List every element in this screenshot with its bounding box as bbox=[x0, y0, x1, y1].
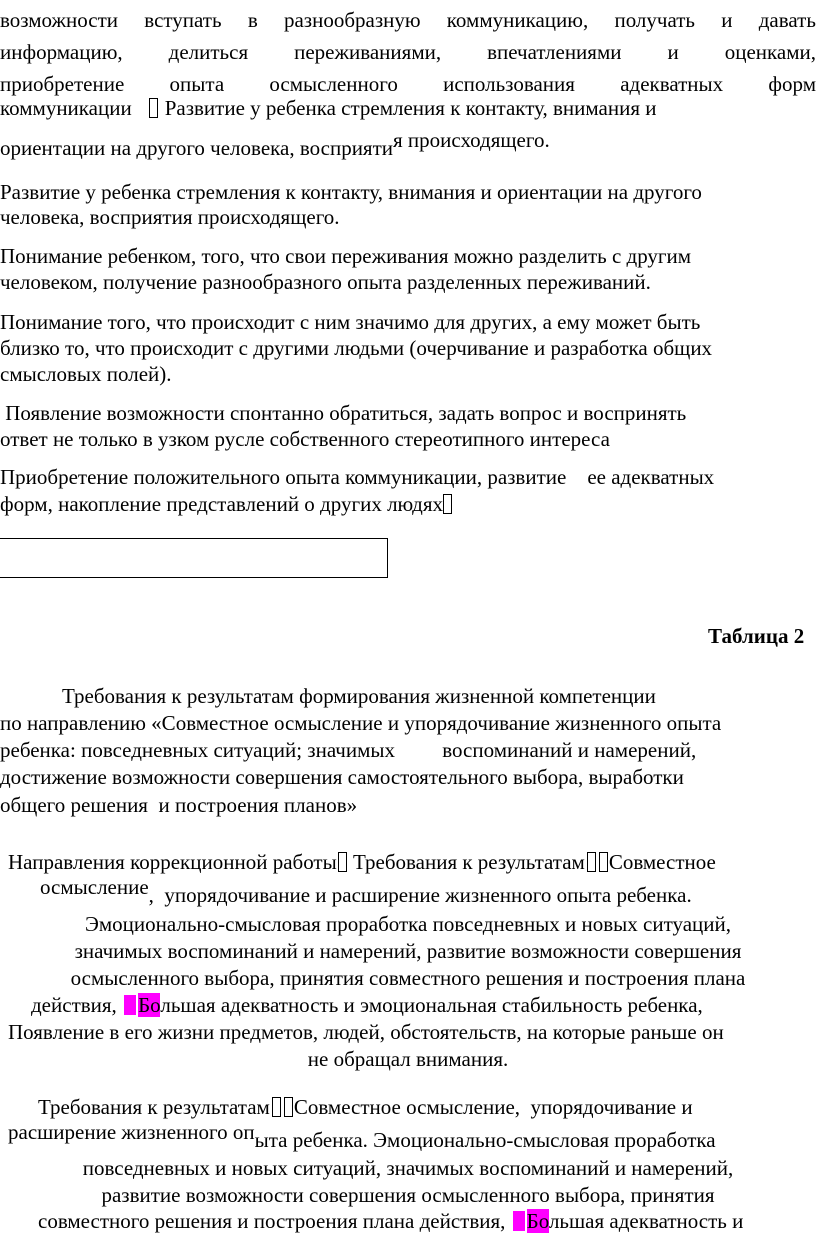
block1-line-2 bbox=[40, 875, 692, 907]
block1-line-5: осмысленного выбора, принятия совместного решения и построения плана bbox=[70, 966, 746, 990]
word: в bbox=[247, 8, 258, 32]
word: оценками, bbox=[724, 40, 816, 64]
word: делиться bbox=[168, 40, 249, 64]
text: ыта ребенка. Эмоционально-смысловая проработка bbox=[254, 1128, 716, 1152]
intro-line-5 bbox=[0, 128, 550, 160]
intro-line-4 bbox=[0, 98, 657, 119]
block1-line-8: не обращал внимания. bbox=[307, 1047, 509, 1071]
highlighted-glyph-icon bbox=[513, 1211, 525, 1231]
missing-glyph-icon bbox=[338, 852, 347, 872]
paragraph-3-line-2: близко то, что происходит с другими людьми (очерчивание и разработка общих bbox=[0, 336, 713, 360]
word: приобретение bbox=[0, 72, 125, 96]
word: адекватных bbox=[620, 72, 724, 96]
word: давать bbox=[758, 8, 816, 32]
text: Требования к результатам bbox=[347, 850, 585, 874]
block2-line-4: развитие возможности совершения осмысленного выбора, принятия bbox=[101, 1183, 715, 1207]
text: , упорядочивание и расширение жизненного опыта ребенка. bbox=[148, 883, 692, 907]
paragraph-4-line-2: ответ не только в узком русле собственного стереотипного интереса bbox=[0, 427, 610, 451]
table-label: Таблица 2 bbox=[708, 624, 805, 648]
word: и bbox=[721, 8, 733, 32]
missing-glyph-icon bbox=[443, 494, 452, 514]
word: осмысленного bbox=[269, 72, 398, 96]
text: ориентации на другого человека, восприяти bbox=[0, 136, 394, 160]
block1-line-3: Эмоционально-смысловая проработка повседневных и новых ситуаций, bbox=[84, 912, 732, 936]
word: разнообразную bbox=[283, 8, 421, 32]
block2-line-1 bbox=[38, 1097, 693, 1118]
paragraph-1-line-1: Развитие у ребенка стремления к контакту, внимания и ориентации на другого bbox=[0, 180, 702, 204]
missing-glyph-icon bbox=[587, 852, 596, 872]
text: льшая адекватность и эмоциональная стабильность ребенка, bbox=[160, 993, 703, 1017]
block2-line-3: повседневных и новых ситуаций, значимых воспоминаний и намерений, bbox=[82, 1156, 734, 1180]
text: осмысление bbox=[40, 875, 149, 899]
missing-glyph-icon bbox=[272, 1097, 281, 1117]
word: впечатлениями bbox=[487, 40, 622, 64]
empty-box bbox=[0, 538, 388, 578]
paragraph-2-line-2: человеком, получение разнообразного опыта разделенных переживаний. bbox=[0, 270, 651, 294]
text: Совместное bbox=[608, 850, 716, 874]
missing-glyph-icon bbox=[599, 852, 608, 872]
word: вступать bbox=[144, 8, 222, 32]
text: Совместное осмысление, упорядочивание и bbox=[293, 1095, 693, 1119]
word: возможности bbox=[0, 8, 119, 32]
word: форм bbox=[768, 72, 816, 96]
text: действия, bbox=[31, 993, 123, 1017]
paragraph-5-line-1: Приобретение положительного опыта коммуникации, развитие ее адекватных bbox=[0, 465, 715, 489]
missing-glyph-icon bbox=[284, 1097, 293, 1117]
paragraph-3-line-1: Понимание того, что происходит с ним значимо для других, а ему может быть bbox=[0, 310, 701, 334]
text: Развитие у ребенка стремления к контакту, внимания и bbox=[164, 96, 657, 120]
word: получать bbox=[614, 8, 695, 32]
missing-glyph-icon bbox=[149, 98, 158, 118]
paragraph-2-line-1: Понимание ребенком, того, что свои переживания можно разделить с другим bbox=[0, 244, 692, 268]
word: информацию, bbox=[0, 40, 123, 64]
text: Направления коррекционной работы bbox=[8, 850, 337, 874]
word: переживаниями, bbox=[294, 40, 442, 64]
text: Требования к результатам bbox=[38, 1095, 270, 1119]
text: я происходящего. bbox=[393, 128, 550, 152]
block1-line-6 bbox=[31, 995, 703, 1016]
heading-line-5: общего решения и построения планов» bbox=[0, 793, 358, 817]
block2-line-2 bbox=[8, 1120, 716, 1152]
paragraph-4-line-1: Появление возможности спонтанно обратиться, задать вопрос и воспринять bbox=[0, 401, 687, 425]
text: совместного решения и построения плана действия, bbox=[38, 1209, 511, 1233]
block2-line-5 bbox=[38, 1211, 743, 1232]
heading-line-1: Требования к результатам формирования жизненной компетенции bbox=[62, 684, 656, 708]
text: расширение жизненного оп bbox=[8, 1120, 255, 1144]
word: коммуникацию, bbox=[446, 8, 589, 32]
block1-line-4: значимых воспоминаний и намерений, развитие возможности совершения bbox=[74, 939, 742, 963]
heading-line-2: по направлению «Совместное осмысление и упорядочивание жизненного опыта bbox=[0, 711, 722, 735]
word: опыта bbox=[169, 72, 225, 96]
intro-line-2 bbox=[0, 42, 816, 63]
block1-line-1 bbox=[8, 852, 716, 873]
word: и bbox=[667, 40, 679, 64]
paragraph-5-line-2 bbox=[0, 494, 455, 515]
text: форм, накопление представлений о других людях bbox=[0, 492, 444, 516]
highlighted-glyph-icon bbox=[124, 995, 136, 1015]
text: льшая адекватность и bbox=[548, 1209, 744, 1233]
block1-line-7: Появление в его жизни предметов, людей, обстоятельств, на которые раньше он bbox=[8, 1020, 724, 1044]
text: коммуникации bbox=[0, 96, 132, 120]
intro-line-3 bbox=[0, 74, 816, 95]
text: Бо bbox=[526, 1209, 549, 1233]
paragraph-3-line-3: смысловых полей). bbox=[0, 362, 172, 386]
intro-line-1 bbox=[0, 10, 816, 31]
word: использования bbox=[443, 72, 575, 96]
paragraph-1-line-2: человека, восприятия происходящего. bbox=[0, 205, 340, 229]
text: Бо bbox=[138, 993, 161, 1017]
heading-line-3: ребенка: повседневных ситуаций; значимых воспоминаний и намерений, bbox=[0, 738, 697, 762]
heading-line-4: достижение возможности совершения самостоятельного выбора, выработки bbox=[0, 765, 684, 789]
